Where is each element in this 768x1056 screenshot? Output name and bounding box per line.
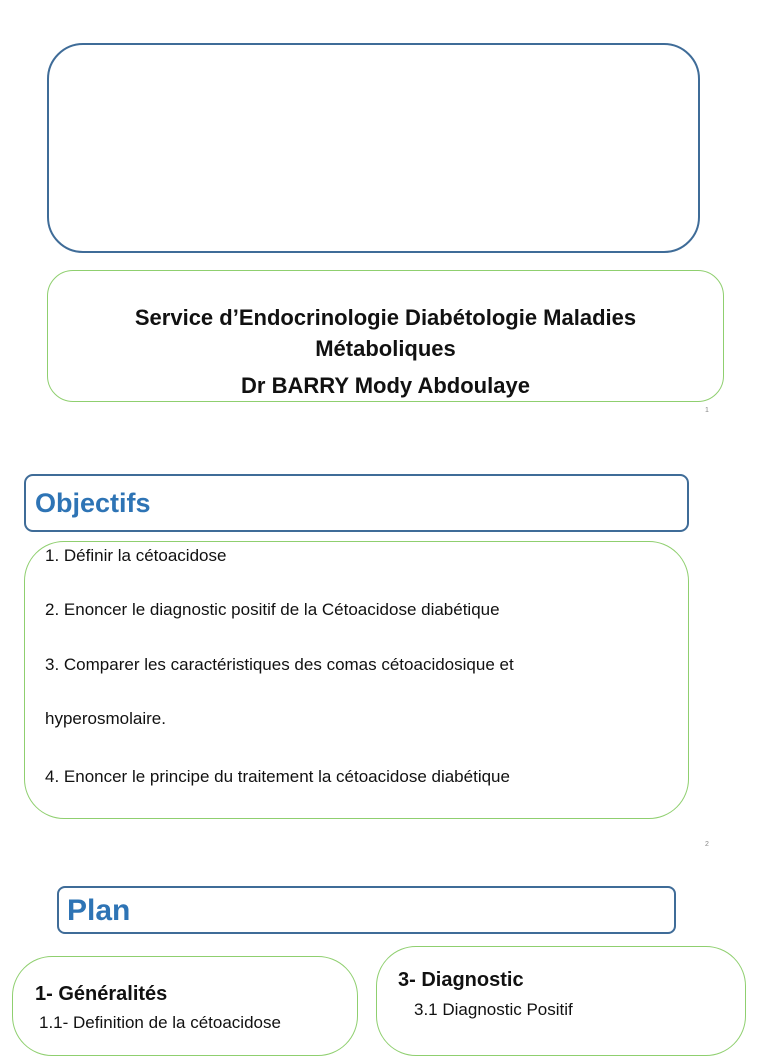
plan-left-heading: 1- Généralités xyxy=(35,983,168,1005)
service-line-2: Métaboliques xyxy=(315,336,456,361)
plan-right-heading: 3- Diagnostic xyxy=(398,969,524,991)
objectifs-list xyxy=(24,541,689,819)
plan-title: Plan xyxy=(57,886,676,934)
title-box xyxy=(47,43,700,253)
objectif-item-2: 2. Enoncer le diagnostic positif de la Cétoacidose diabétique xyxy=(45,600,500,619)
service-box xyxy=(47,270,724,402)
objectif-item-3: 3. Comparer les caractéristiques des comas cétoacidosique et xyxy=(45,655,514,674)
objectif-item-1: 1. Définir la cétoacidose xyxy=(45,546,227,565)
objectif-item-4: 4. Enoncer le principe du traitement la cétoacidose diabétique xyxy=(45,767,510,786)
plan-right-box xyxy=(376,946,746,1056)
doctor-name: Dr BARRY Mody Abdoulaye xyxy=(241,373,530,398)
objectif-item-3-cont: hyperosmolaire. xyxy=(45,709,166,728)
plan-left-sub: 1.1- Definition de la cétoacidose xyxy=(39,1013,281,1032)
page-number-2: 2 xyxy=(705,841,709,848)
plan-left-box xyxy=(12,956,358,1056)
objectifs-title: Objectifs xyxy=(24,474,689,532)
plan-right-sub: 3.1 Diagnostic Positif xyxy=(414,1000,573,1019)
service-line-1: Service d’Endocrinologie Diabétologie Maladies xyxy=(134,305,637,330)
page-number-1: 1 xyxy=(705,407,709,414)
